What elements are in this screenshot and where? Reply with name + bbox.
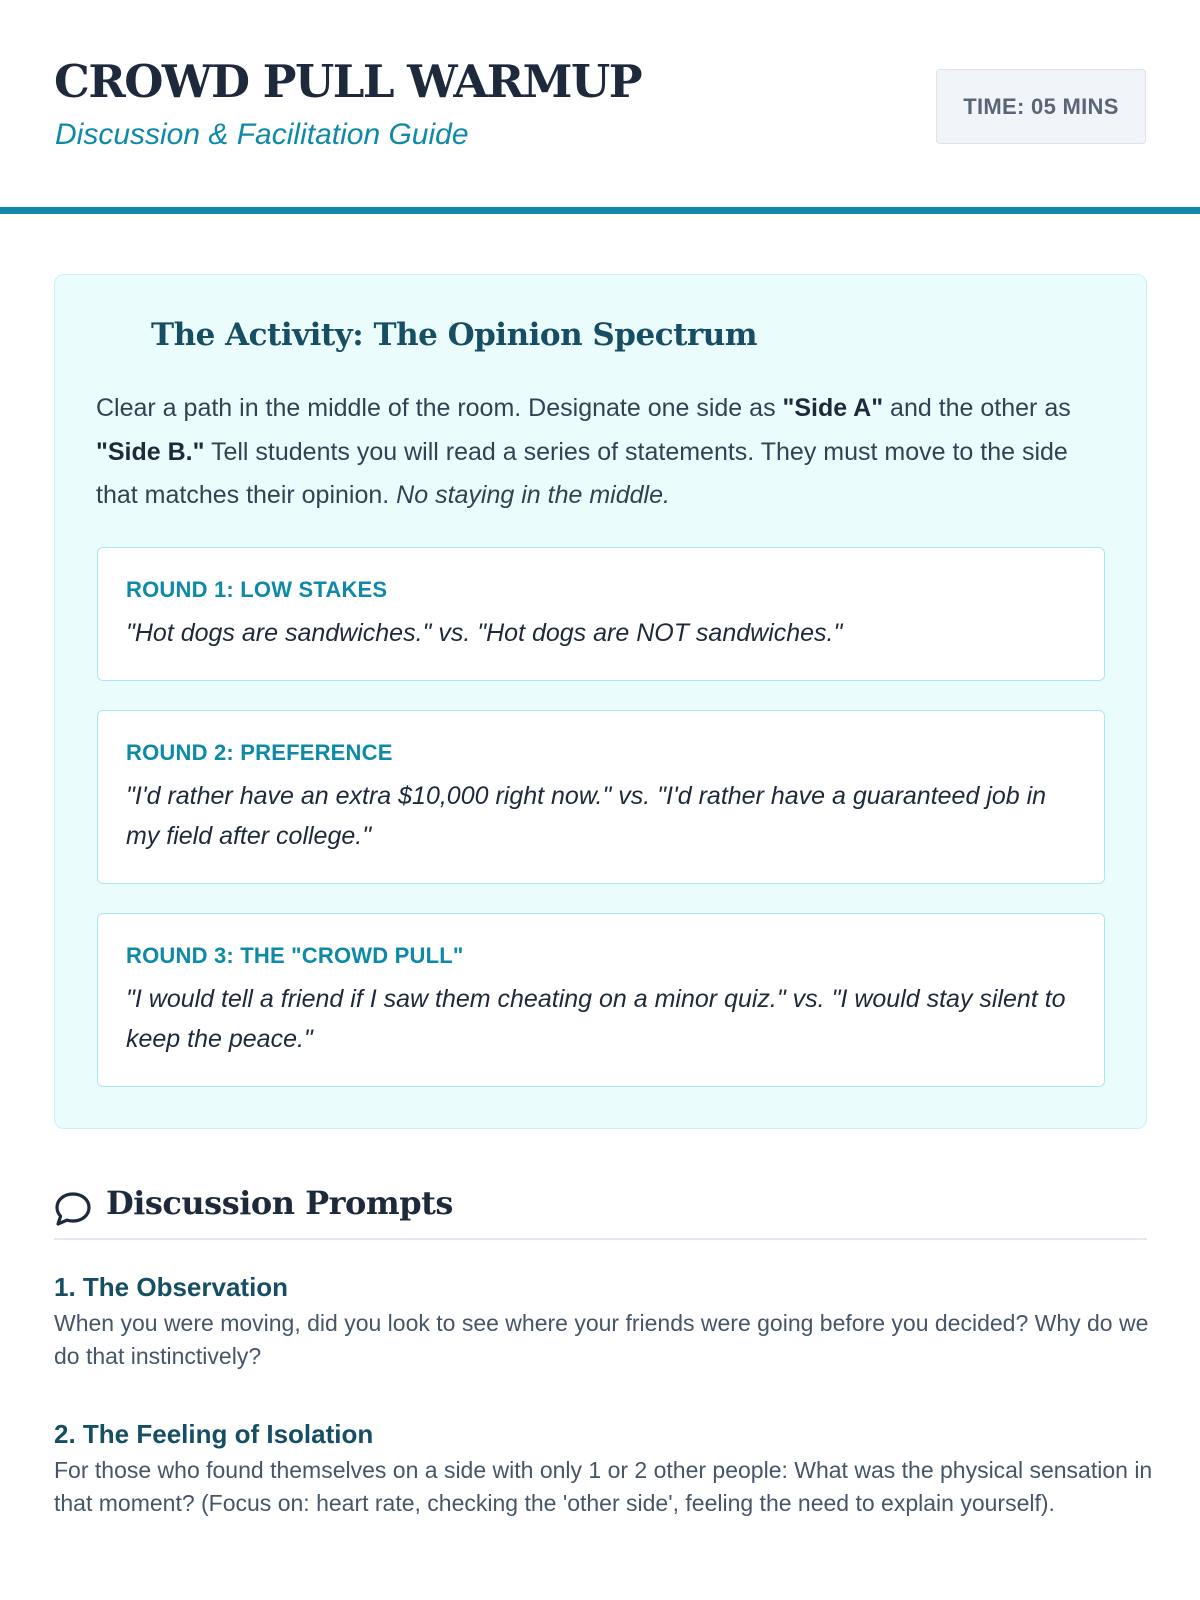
round-card-1	[97, 547, 1105, 681]
instructions-text-1: Clear a path in the middle of the room. Designate one side as	[96, 394, 783, 422]
round-statement: "Hot dogs are sandwiches." vs. "Hot dogs are NOT sandwiches."	[126, 619, 843, 647]
discussion-prompt-2	[54, 1418, 1154, 1520]
instructions-text-3: Tell students you will read a series of statements. They must move to the side that matches their opinion.	[96, 437, 1068, 509]
round-label: ROUND 1: LOW STAKES	[126, 577, 388, 602]
prompt-text: When you were moving, did you look to see where your friends were going before you decided? Why do we do that instinctively?	[54, 1310, 1149, 1369]
discussion-prompt-1	[54, 1271, 1154, 1373]
time-badge: TIME: 05 MINS	[936, 69, 1146, 144]
prompt-title: 2. The Feeling of Isolation	[54, 1419, 374, 1449]
discussion-title: Discussion Prompts	[106, 1184, 453, 1222]
chat-bubble-icon	[54, 1191, 92, 1227]
round-label: ROUND 3: THE "CROWD PULL"	[126, 943, 464, 968]
round-label: ROUND 2: PREFERENCE	[126, 740, 393, 765]
page-header	[0, 0, 1200, 214]
discussion-header	[54, 1183, 1147, 1240]
round-statement: "I would tell a friend if I saw them cheating on a minor quiz." vs. "I would stay silent to keep the peace."	[126, 985, 1066, 1053]
side-a-label: "Side A"	[782, 394, 884, 422]
side-b-label: "Side B."	[96, 437, 205, 466]
round-statement: "I'd rather have an extra $10,000 right now." vs. "I'd rather have a guaranteed job in my field after college."	[126, 782, 1047, 850]
page-title: CROWD PULL WARMUP	[54, 55, 642, 108]
page-subtitle: Discussion & Facilitation Guide	[55, 118, 469, 151]
round-card-3	[97, 913, 1105, 1087]
activity-instructions	[96, 387, 1106, 518]
round-card-2	[97, 710, 1105, 884]
instructions-text-2: and the other as	[883, 394, 1071, 422]
instructions-emphasis: No staying in the middle.	[396, 481, 670, 509]
activity-title: The Activity: The Opinion Spectrum	[151, 317, 758, 353]
activity-panel	[54, 274, 1147, 1129]
prompt-title: 1. The Observation	[54, 1272, 289, 1302]
prompt-text: For those who found themselves on a side with only 1 or 2 other people: What was the physical sensation in that moment? (Focus on: heart rate, checking the 'other side', feeling the need to explain yourself).	[54, 1457, 1153, 1516]
